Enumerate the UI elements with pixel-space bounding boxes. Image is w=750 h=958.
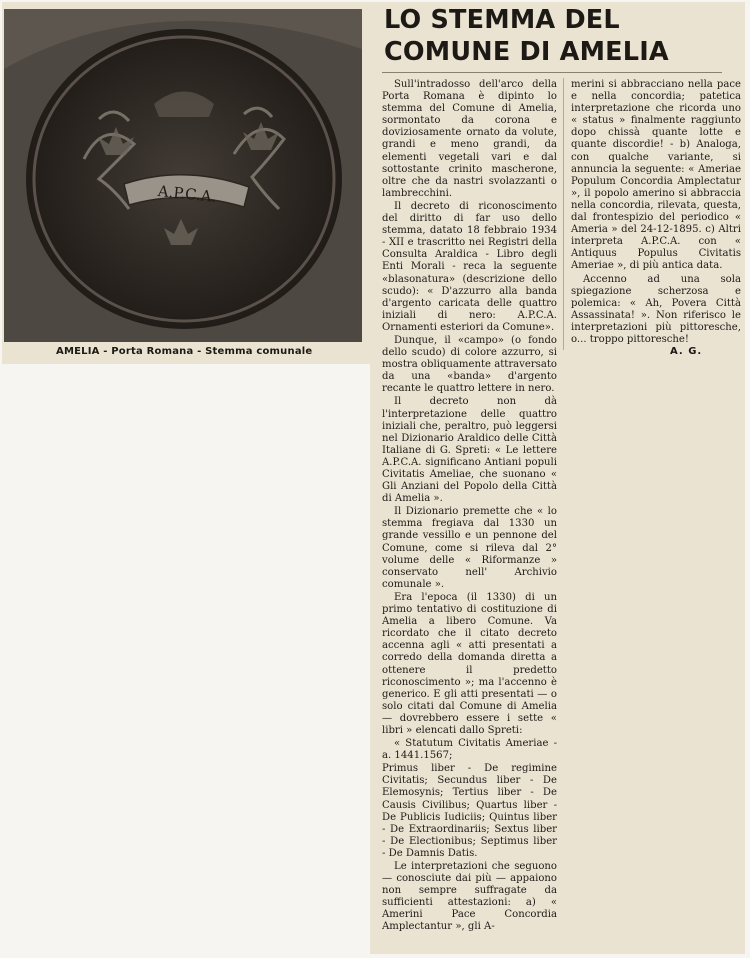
paragraph: merini si abbracciano nella pace e nella concordia; patetica interpretazione che ricorda uno « status » finalmente raggiunto dopo chissà quante lotte e quante discordie! - b) Analoga, con qualche variante, si annuncia la seguente: « Ameriae Populum Concordia Amplectatur », il popolo amerino si abbraccia nella concordia, rilevata, questa, dal frontespizio del periodico « Ameria » del 24-12-1895. c) Altri interpreta A.P.C.A. con « Antiquus Populus Civitatis Ameriae », di più antica data.: [571, 79, 741, 272]
column-divider: [563, 78, 564, 350]
author-signature: A. G.: [670, 346, 703, 357]
paragraph: « Statutum Civitatis Ameriae - a. 1441.1567;: [382, 738, 557, 762]
headline-line-1: LO STEMMA DEL: [384, 5, 620, 35]
paragraph: Dunque, il «campo» (o fondo dello scudo) di colore azzurro, si mostra obliquamente attraversato da una «banda» d'argento recante le quattro lettere in nero.: [382, 334, 557, 395]
paragraph: Era l'epoca (il 1330) di un primo tentativo di costituzione di Amelia a libero Comune. Va ricordato che il citato decreto accenna agli « atti presentati a corredo della domanda diretta a ottenere il predetto riconoscimento »; ma l'accenno è generico. E gli atti presentati — o solo citati dal Comune di Amelia — dovrebbero essere i sette « libri » elencati dallo Spreti:: [382, 591, 557, 736]
coat-of-arms-photo: [4, 9, 362, 342]
paragraph: Il decreto non dà l'interpretazione delle quattro iniziali che, peraltro, può leggersi nel Dizionario Araldico delle Città Italiane di G. Spreti: « Le lettere A.P.C.A. significano Antiani populi Civitatis Ameliae, che suonano « Gli Anziani del Popolo della Città di Amelia ».: [382, 396, 557, 505]
paragraph: Sull'intradosso dell'arco della Porta Romana è dipinto lo stemma del Comune di Amelia, sormontato da corona e doviziosamente ornato da volute, grandi e meno grandi, da elementi vegetali vari e dal sottostante crinito mascherone, oltre che da nastri svolazzanti o lambrecchini.: [382, 79, 557, 199]
paragraph: Le interpretazioni che seguono — conosciute dai più — appaiono non sempre suffragate da sufficienti attestazioni: a) « Amerini Pace Concordia Amplectantur », gli A-: [382, 861, 557, 933]
photo-caption: AMELIA - Porta Romana - Stemma comunale: [56, 346, 313, 357]
article-column-2: [571, 79, 741, 347]
paragraph: Il decreto di riconoscimento del diritto di far uso dello stemma, datato 18 febbraio 1934 - XII e trascritto nei Registri della Consulta Araldica - Libro degli Enti Morali - reca la seguente «blasonatura» (descrizione dello scudo): « D'azzurro alla banda d'argento caricata delle quattro iniziali di nero: A.P.C.A. Ornamenti esteriori da Comune».: [382, 200, 557, 333]
headline-rule: [382, 72, 722, 73]
article-headline: [384, 4, 684, 68]
paragraph: Accenno ad una sola spiegazione scherzosa e polemica: « Ah, Povera Città Assassinata! ». Non riferisco le interpretazioni più pittoresche, o... troppo pittoresche!: [571, 273, 741, 345]
article-column-1: [382, 79, 557, 935]
headline-line-2: COMUNE DI AMELIA: [384, 37, 669, 67]
paragraph: Primus liber - De regimine Civitatis; Secundus liber - De Elemosynis; Tertius liber - De Causis Civilibus; Quartus liber - De Publicis Iudiciis; Quintus liber - De Extraordinariis; Sextus liber - De Electionibus; Septimus liber - De Damnis Datis.: [382, 763, 557, 859]
paragraph: Il Dizionario premette che « lo stemma fregiava dal 1330 un grande vessillo e un pennone del Comune, come si rileva dal 2° volume delle « Riformanze » conservato nell' Archivio comunale ».: [382, 506, 557, 590]
banner-text: A.P.C.A.: [156, 181, 218, 207]
